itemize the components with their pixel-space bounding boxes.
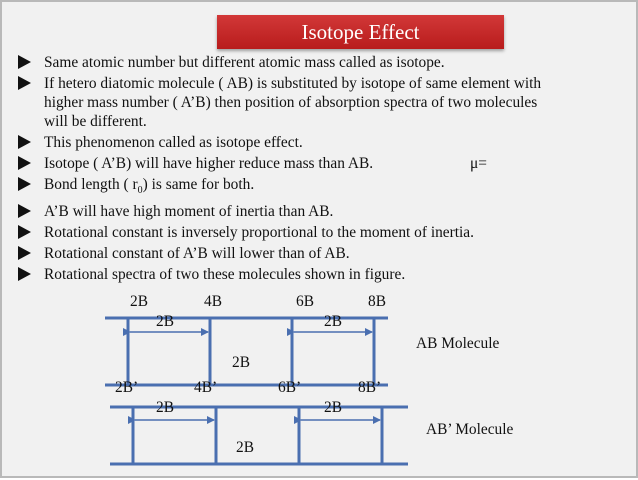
abp-spacing-right-label: 2B xyxy=(324,399,342,416)
bullet-text: Same atomic number but different atomic mass called as isotope. xyxy=(44,54,445,71)
bullet-text: A’B will have high moment of inertia than AB. xyxy=(44,203,334,221)
abp-center-label: 2B xyxy=(236,439,254,456)
bullet-text: Rotational constant of A’B will lower than of AB. xyxy=(44,245,350,263)
bullet-text: Bond length ( r xyxy=(44,176,138,193)
bullet-text: will be different. xyxy=(44,113,147,130)
bullet-text: higher mass number ( A’B) then position of absorption spectra of two molecules xyxy=(44,94,538,111)
ab-center-label: 2B xyxy=(232,354,250,371)
bullet-text: Rotational spectra of two these molecules shown in figure. xyxy=(44,266,406,284)
slide-title: Isotope Effect xyxy=(301,20,420,44)
abp-top-label-2: 4B’ xyxy=(194,379,218,396)
ab-top-label-4: 8B xyxy=(368,293,386,310)
bullet-text: Rotational constant is inversely proportional to the moment of inertia. xyxy=(44,224,474,242)
bullet-text: ) is same for both. xyxy=(142,176,255,193)
abp-spacing-left-label: 2B xyxy=(156,399,174,416)
ab-top-label-3: 6B xyxy=(296,293,314,310)
bullet-text: This phenomenon called as isotope effect. xyxy=(44,134,303,151)
abp-top-label-4: 8B’ xyxy=(358,379,382,396)
bullet-text: Isotope ( A’B) will have higher reduce mass than AB. xyxy=(44,155,374,172)
mu-formula: μ= xyxy=(470,155,487,172)
ab-spacing-left-label: 2B xyxy=(156,313,174,330)
ab-top-label-1: 2B xyxy=(130,293,148,310)
spectra-diagram xyxy=(2,2,638,480)
bullet-text: If hetero diatomic molecule ( AB) is substituted by isotope of same element with xyxy=(44,75,542,92)
ab-caption: AB Molecule xyxy=(416,335,500,352)
abp-top-label-3: 6B’ xyxy=(278,379,302,396)
abp-top-label-1: 2B’ xyxy=(115,379,139,396)
subscript: 0 xyxy=(137,185,143,197)
ab-top-label-2: 4B xyxy=(204,293,222,310)
abp-caption: AB’ Molecule xyxy=(426,421,514,438)
ab-spacing-right-label: 2B xyxy=(324,313,342,330)
